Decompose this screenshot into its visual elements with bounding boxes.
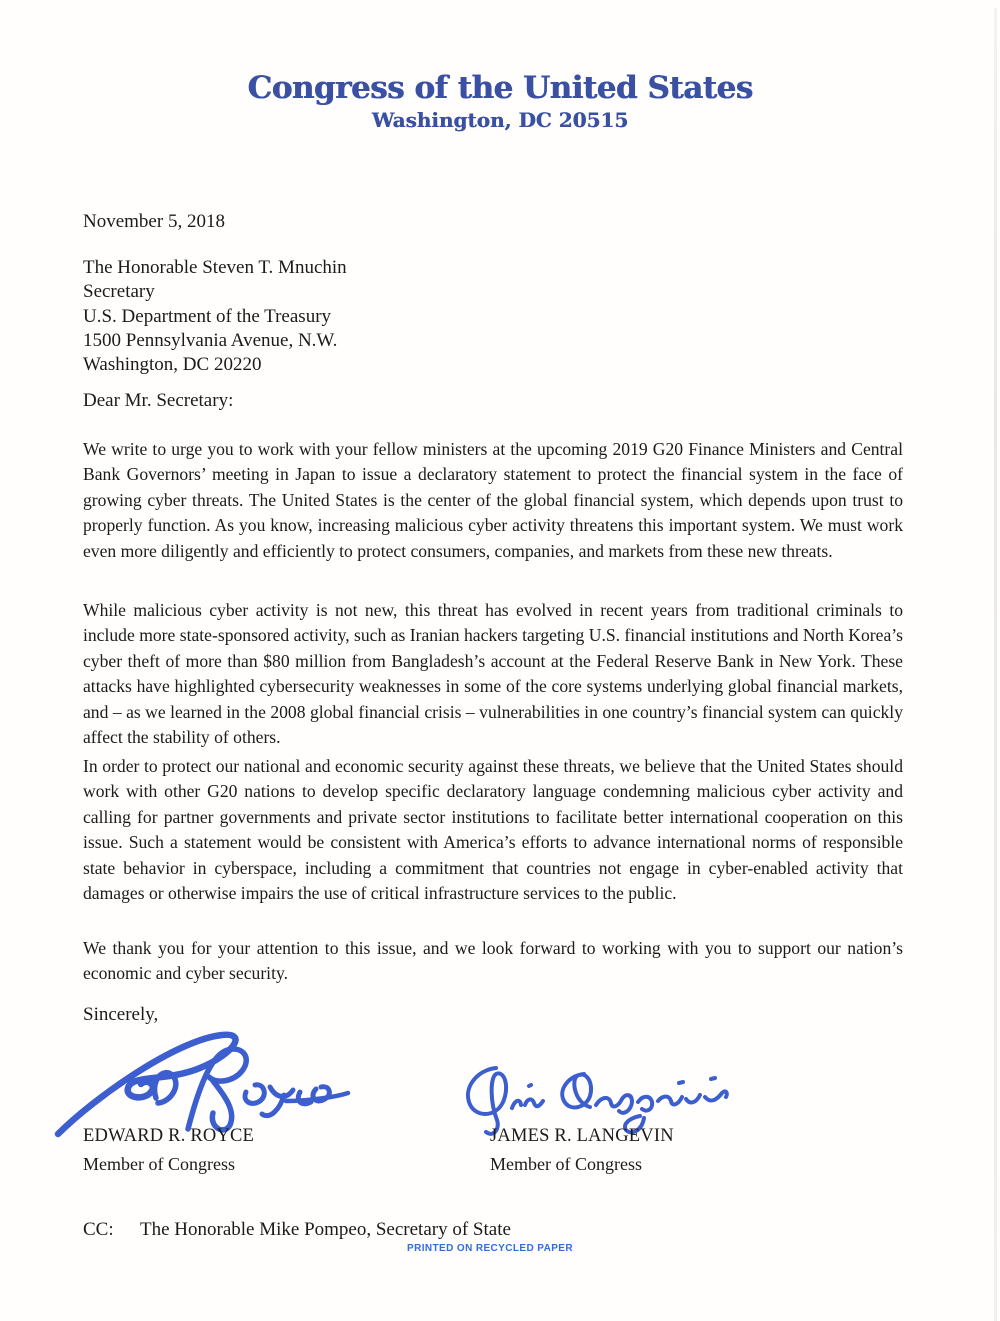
body-paragraph-1: We write to urge you to work with your fellow ministers at the upcoming 2019 G20 Finance Ministers and Central Bank Governors’ meeting in Japan to issue a declaratory statement to protect the financial system in the face of growing cyber threats. The United States is the center of the global financial system, which depends upon trust to properly function. As you know, increasing malicious cyber activity threatens this important system. We must work even more diligently and efficiently to protect consumers, companies, and markets from these new threats. [83,439,903,561]
recipient-line: Washington, DC 20220 [83,354,262,376]
recipient-line: U.S. Department of the Treasury [83,305,332,327]
letterhead-address: Washington, DC 20515 [371,108,629,132]
signer-block-langevin [490,1126,674,1175]
letter-date: November 5, 2018 [83,211,225,232]
signer-title: Member of Congress [490,1154,642,1174]
cc-label: CC: [83,1219,114,1240]
recycled-paper-note: PRINTED ON RECYCLED PAPER [407,1243,573,1254]
recipient-line: The Honorable Steven T. Mnuchin [83,257,347,278]
body-paragraph-2: While malicious cyber activity is not new, this threat has evolved in recent years from traditional criminals to include more state-sponsored activity, such as Iranian hackers targeting U.S. financial institutions and North Korea’s cyber theft of more than $80 million from Bangladesh’s account at the Federal Reserve Bank in New York. These attacks have highlighted cybersecurity weaknesses in some of the core systems underlying global financial markets, and – as we learned in the 2008 global financial crisis – vulnerabilities in one country’s financial system can quickly affect the stability of others. [83,600,903,748]
cc-text: The Honorable Mike Pompeo, Secretary of State [140,1219,511,1240]
royce-signature [50,1008,352,1140]
recipient-address-block [83,256,347,377]
signer-title: Member of Congress [83,1154,235,1174]
scan-edge-artifact [994,8,997,1321]
closing: Sincerely, [83,1004,159,1025]
letterhead [0,70,1000,132]
salutation: Dear Mr. Secretary: [83,390,234,411]
signer-name: EDWARD R. ROYCE [83,1126,255,1146]
body-paragraph-4: We thank you for your attention to this issue, and we look forward to working with you to support our nation’s economic and cyber security. [83,938,903,984]
signer-block-royce [83,1126,254,1175]
recipient-line: Secretary [83,281,155,303]
cc-line [83,1219,511,1241]
signer-name: JAMES R. LANGEVIN [490,1126,674,1146]
recipient-line: 1500 Pennsylvania Avenue, N.W. [83,329,338,351]
letterhead-organization: Congress of the United States [247,70,753,106]
body-paragraph-3: In order to protect our national and economic security against these threats, we believe that the United States should work with other G20 nations to develop specific declaratory language condemning malicious cyber activity and calling for partner governments and private sector institutions to facilitate better international cooperation on this issue. Such a statement would be consistent with America’s efforts to advance international norms of responsible state behavior in cyberspace, including a commitment that countries not engage in cyber-enabled activity that damages or otherwise impairs the use of critical infrastructure services to the public. [83,756,903,904]
